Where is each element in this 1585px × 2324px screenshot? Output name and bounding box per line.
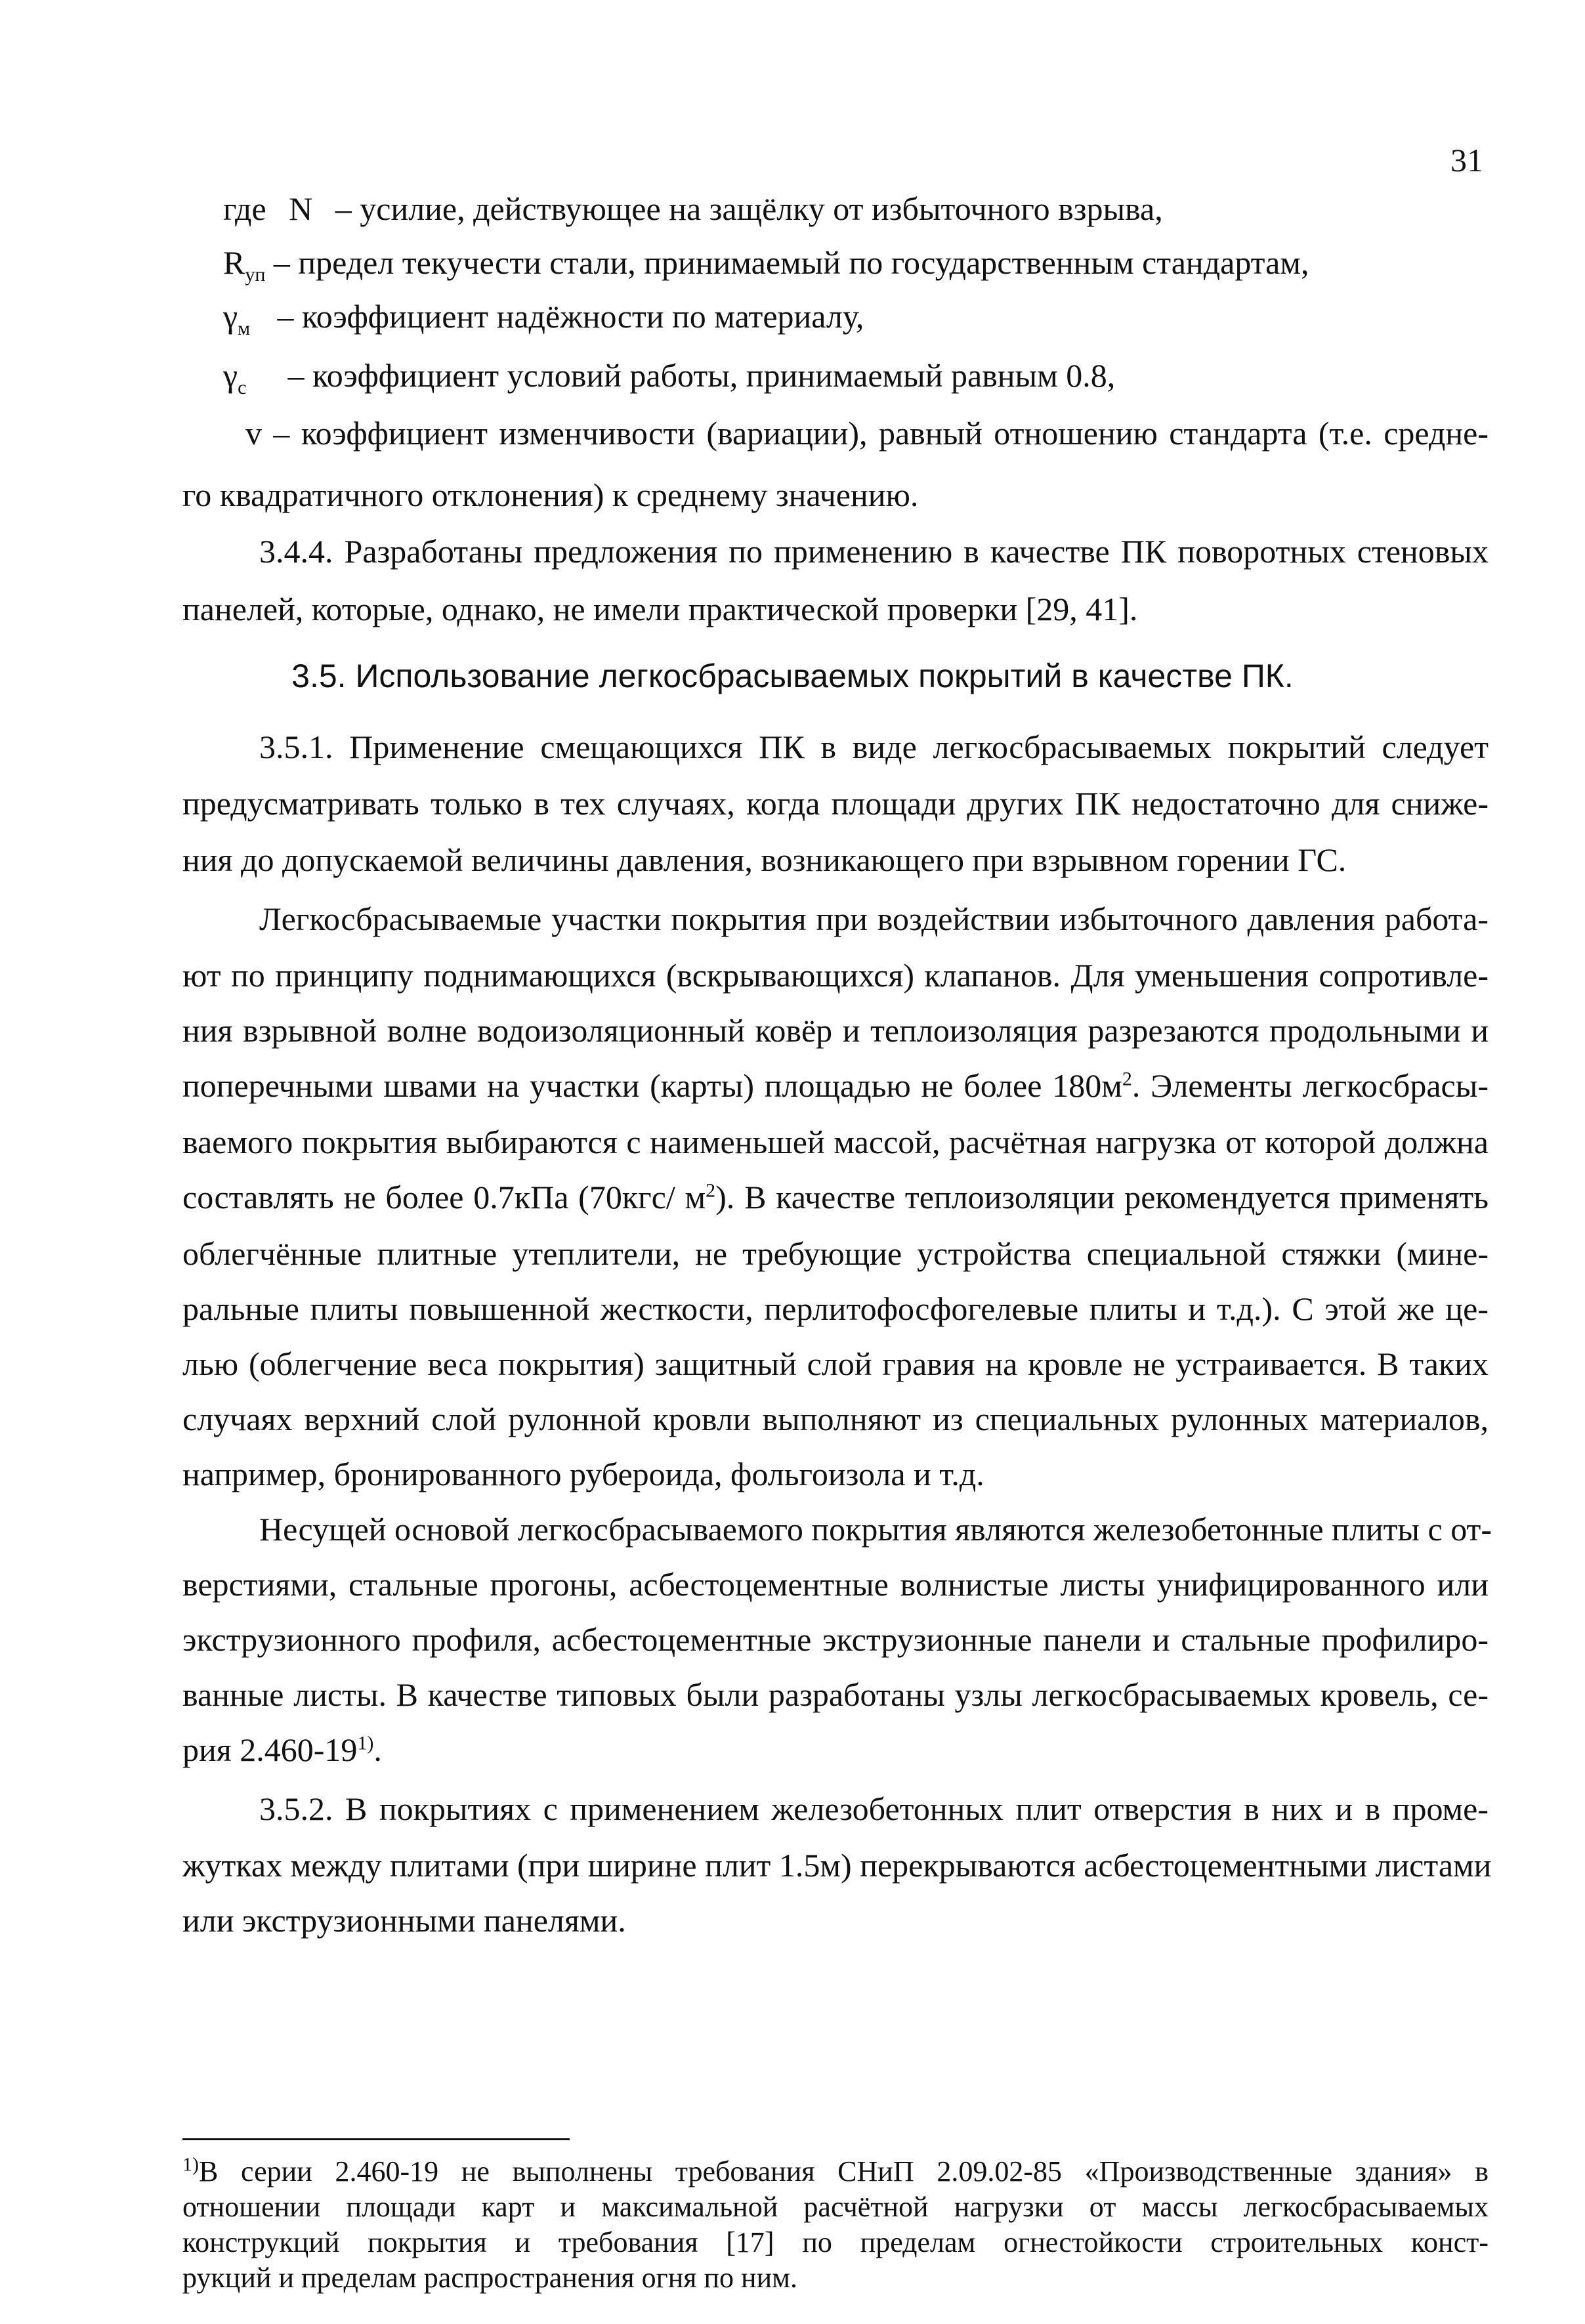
symbol-subscript: уп xyxy=(245,264,266,285)
footnote-divider xyxy=(182,2138,570,2140)
para-3-5-2-line2: жутках между плитами (при ширине плит 1.5м) перекрываются асбестоцементными листами xyxy=(182,1847,1492,1884)
definition-ryp xyxy=(223,243,1309,285)
para-3-5-1-line2: предусматривать только в тех случаях, когда площади других ПК недостаточно для сниже- xyxy=(182,785,1489,822)
definition-v-line1 xyxy=(245,413,1489,453)
superscript: 2 xyxy=(706,1179,716,1202)
footnote-line1 xyxy=(182,2154,1489,2189)
para-roof-line6 xyxy=(182,1177,1489,1217)
para-3-5-2-line3: или экструзионными панелями. xyxy=(182,1902,626,1939)
symbol-gamma: γ xyxy=(223,298,238,335)
para-base-line2: верстиями, стальные прогоны, асбестоцементные волнистые листы унифицированного или xyxy=(182,1566,1489,1603)
definition-n xyxy=(223,189,1163,228)
para-roof-line1: Легкосбрасываемые участки покрытия при воздействии избыточного давления работа- xyxy=(259,900,1489,937)
footnote-line4: рукций и пределам распространения огня по ним. xyxy=(182,2262,797,2294)
definition-text: – предел текучести стали, принимаемый по государственным стандартам, xyxy=(273,244,1309,281)
para-roof-line9: лью (облегчение веса покрытия) защитный слой гравия на кровле не устраивается. В таких xyxy=(182,1345,1489,1382)
para-roof-line7: облегчённые плитные утеплители, не требующие устройства специальной стяжки (мине- xyxy=(182,1235,1489,1272)
definition-prefix: где xyxy=(223,190,266,227)
para-base-line5 xyxy=(182,1730,382,1769)
footnote-marker: 1) xyxy=(182,2153,199,2176)
text: поперечными швами на участки (карты) площадью не более 180м xyxy=(182,1067,1122,1104)
text: В серии 2.460-19 не выполнены требования СНиП 2.09.02-85 «Производственные здания» в xyxy=(199,2155,1489,2187)
symbol-subscript: м xyxy=(238,318,251,339)
text: . xyxy=(373,1731,382,1768)
para-3-5-2-line1: 3.5.2. В покрытиях с применением железобетонных плит отверстия в них и в проме- xyxy=(259,1790,1489,1827)
symbol-gamma: γ xyxy=(223,357,238,394)
section-heading: 3.5. Использование легкосбрасываемых покрытий в качестве ПК. xyxy=(291,658,1294,694)
text: рия 2.460-19 xyxy=(182,1731,358,1768)
para-roof-line11: например, бронированного рубероида, фольгоизола и т.д. xyxy=(182,1456,984,1492)
para-3-4-4-line1: 3.4.4. Разработаны предложения по применению в качестве ПК поворотных стеновых xyxy=(259,533,1489,570)
superscript: 2 xyxy=(1122,1068,1132,1090)
text: ). В качестве теплоизоляции рекомендуется применять xyxy=(715,1179,1489,1215)
para-roof-line5: ваемого покрытия выбираются с наименьшей массой, расчётная нагрузка от которой должна xyxy=(182,1124,1489,1160)
symbol-v: v xyxy=(245,415,262,452)
definition-v-line2: го квадратичного отклонения) к среднему значению. xyxy=(182,476,919,513)
para-base-line1: Несущей основой легкосбрасываемого покрытия являются железобетонные плиты с от- xyxy=(259,1511,1492,1548)
para-roof-line8: ральные плиты повышенной жесткости, перлитофосфогелевые плиты и т.д.). С этой же це- xyxy=(182,1290,1489,1327)
text: . Элементы легкосбрасы- xyxy=(1131,1067,1489,1104)
definition-gamma-c xyxy=(223,356,1116,398)
text: составлять не более 0.7кПа (70кгс/ м xyxy=(182,1179,706,1215)
definition-text: – коэффициент условий работы, принимаемый равным 0.8, xyxy=(287,357,1116,394)
para-roof-line2: ют по принципу поднимающихся (вскрывающихся) клапанов. Для уменьшения сопротивле- xyxy=(182,957,1489,994)
para-roof-line4 xyxy=(182,1066,1489,1105)
definition-text: – усилие, действующее на защёлку от избыточного взрыва, xyxy=(335,190,1163,227)
symbol-subscript: c xyxy=(238,377,247,398)
para-roof-line10: случаях верхний слой рулонной кровли выполняют из специальных рулонных материалов, xyxy=(182,1401,1489,1437)
definition-text: – коэффициент изменчивости (вариации), равный отношению стандарта (т.е. средне- xyxy=(273,415,1489,452)
symbol-n: N xyxy=(289,190,313,227)
para-3-4-4-line2: панелей, которые, однако, не имели практической проверки [29, 41]. xyxy=(182,591,1138,627)
para-3-5-1-line3: ния до допускаемой величины давления, возникающего при взрывном горении ГС. xyxy=(182,841,1347,878)
footnote-line3: конструкций покрытия и требования [17] по пределам огнестойкости строительных конст- xyxy=(182,2226,1489,2258)
symbol-r: R xyxy=(223,244,245,281)
para-roof-line3: ния взрывной волне водоизоляционный ковёр и теплоизоляция разрезаются продольными и xyxy=(182,1012,1489,1049)
page-number: 31 xyxy=(1450,142,1483,179)
footnote-line2: отношении площади карт и максимальной расчётной нагрузки от массы легкосбрасываемых xyxy=(182,2191,1489,2223)
definition-gamma-m xyxy=(223,297,864,339)
para-base-line3: экструзионного профиля, асбестоцементные экструзионные панели и стальные профилиро- xyxy=(182,1621,1489,1658)
para-base-line4: ванные листы. В качестве типовых были разработаны узлы легкосбрасываемых кровель, се- xyxy=(182,1676,1489,1713)
footnote-ref: 1) xyxy=(357,1732,374,1754)
definition-text: – коэффициент надёжности по материалу, xyxy=(277,298,864,335)
para-3-5-1-line1: 3.5.1. Применение смещающихся ПК в виде легкосбрасываемых покрытий следует xyxy=(259,729,1489,765)
